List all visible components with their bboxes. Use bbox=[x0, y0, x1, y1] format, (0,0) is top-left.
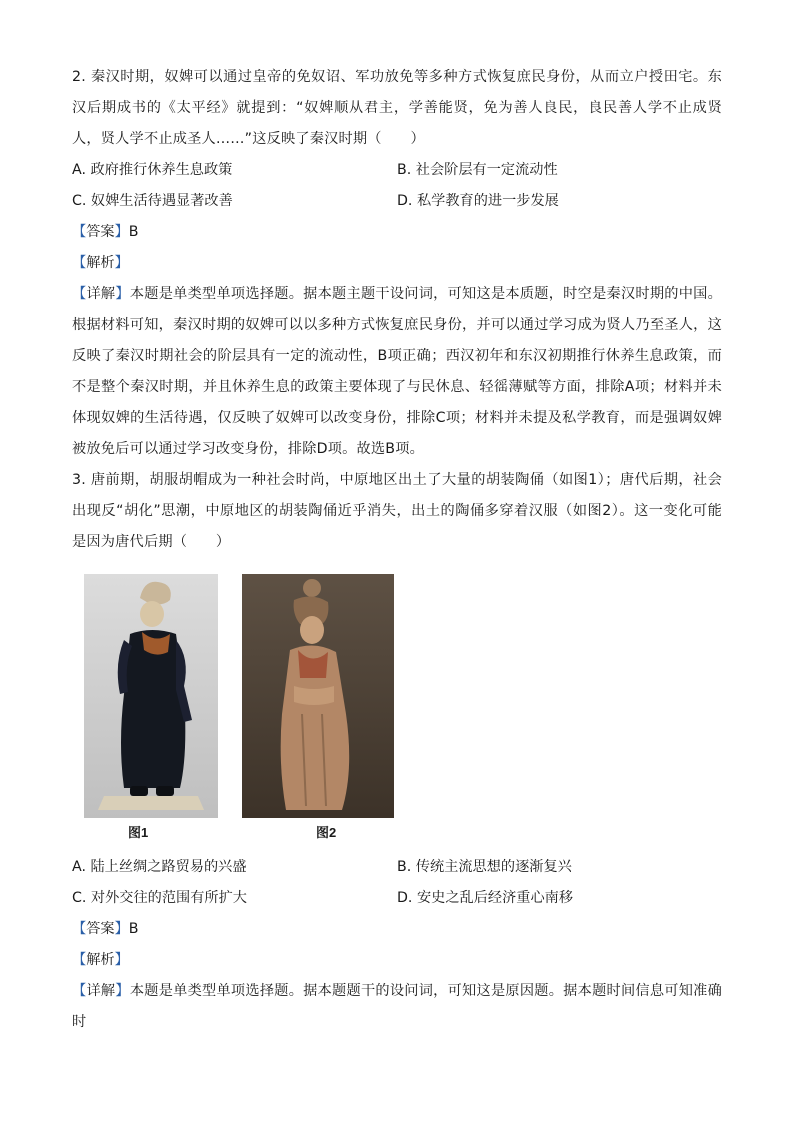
figure-1 bbox=[84, 574, 218, 840]
q2-stem: 2. 秦汉时期，奴婢可以通过皇帝的免奴诏、军功放免等多种方式恢复庶民身份，从而立户授田宅。东汉后期成书的《太平经》就提到：“奴婢顺从君主，学善能贤，免为善人良民，良民善人学不止成贤人，贤人学不止成圣人……”这反映了秦汉时期（ ） bbox=[72, 69, 722, 147]
q3-answer: 【答案】B bbox=[72, 921, 139, 937]
q3-detail: 【详解】本题是单类型单项选择题。据本题题干的设问词，可知这是原因题。据本题时间信息可知准确时 bbox=[72, 983, 723, 1030]
q3-option-a: A. 陆上丝绸之路贸易的兴盛 bbox=[72, 859, 247, 875]
q2-option-a: A. 政府推行休养生息政策 bbox=[72, 162, 233, 178]
q2-detail-text: 本题是单类型单项选择题。据本题主题干设问词，可知这是本质题，时空是秦汉时期的中国。根据材料可知，秦汉时期的奴婢可以以多种方式恢复庶民身份，并可以通过学习成为贤人乃至圣人，这反映了秦汉时期社会的阶层具有一定的流动性，B项正确；西汉初年和东汉初期推行休养生息政策，而不是整个秦汉时期，并且休养生息的政策主要体现了与民休息、轻徭薄赋等方面，排除A项；材料并未体现奴婢的生活待遇，仅反映了奴婢可以改变身份，排除C项；材料并未提及私学教育，而是强调奴婢被放免后可以通过学习改变身份，排除D项。故选B项。 bbox=[72, 286, 723, 457]
q3-detail-text: 本题是单类型单项选择题。据本题题干的设问词，可知这是原因题。据本题时间信息可知准确时 bbox=[72, 983, 723, 1030]
q2-analysis-heading: 【解析】 bbox=[72, 255, 129, 271]
q2-detail-tag: 详解 bbox=[86, 286, 116, 302]
q2-answer: 【答案】B bbox=[72, 224, 139, 240]
q3-option-b: B. 传统主流思想的逐渐复兴 bbox=[397, 859, 572, 875]
document-page bbox=[72, 62, 722, 1038]
q3-options bbox=[72, 852, 722, 914]
q3-figures bbox=[72, 574, 722, 846]
tang-hufu-figurine-image bbox=[84, 574, 218, 818]
q2-detail: 【详解】本题是单类型单项选择题。据本题主题干设问词，可知这是本质题，时空是秦汉时期的中国。根据材料可知，秦汉时期的奴婢可以以多种方式恢复庶民身份，并可以通过学习成为贤人乃至圣人，这反映了秦汉时期社会的阶层具有一定的流动性，B项正确；西汉初年和东汉初期推行休养生息政策，而不是整个秦汉时期，并且休养生息的政策主要体现了与民休息、轻徭薄赋等方面，排除A项；材料并未体现奴婢的生活待遇，仅反映了奴婢可以改变身份，排除C项；材料并未提及私学教育，而是强调奴婢被放免后可以通过学习改变身份，排除D项。故选B项。 bbox=[72, 286, 723, 457]
q2-options bbox=[72, 155, 722, 217]
q3-option-d: D. 安史之乱后经济重心南移 bbox=[397, 890, 574, 906]
q2-answer-value: B bbox=[128, 224, 139, 240]
q2-answer-tag: 答案 bbox=[86, 224, 115, 240]
figure-2-caption: 图2 bbox=[316, 825, 337, 840]
q3-option-c: C. 对外交往的范围有所扩大 bbox=[72, 890, 247, 906]
q2-option-b: B. 社会阶层有一定流动性 bbox=[397, 162, 558, 178]
q3-answer-tag: 答案 bbox=[86, 921, 115, 937]
q3-detail-tag: 详解 bbox=[86, 983, 116, 999]
q3-analysis-heading: 【解析】 bbox=[72, 952, 129, 968]
figure-2 bbox=[242, 574, 394, 840]
q2-option-c: C. 奴婢生活待遇显著改善 bbox=[72, 193, 233, 209]
tang-hanfu-figurine-image bbox=[242, 574, 394, 818]
q3-stem: 3. 唐前期，胡服胡帽成为一种社会时尚，中原地区出土了大量的胡装陶俑（如图1）；唐代后期，社会出现反“胡化”思潮，中原地区的胡装陶俑近乎消失，出土的陶俑多穿着汉服（如图2）。这一变化可能是因为唐代后期（ ） bbox=[72, 472, 722, 550]
figure-1-caption: 图1 bbox=[128, 825, 149, 840]
q2-option-d: D. 私学教育的进一步发展 bbox=[397, 193, 559, 209]
q3-answer-value: B bbox=[128, 921, 139, 937]
